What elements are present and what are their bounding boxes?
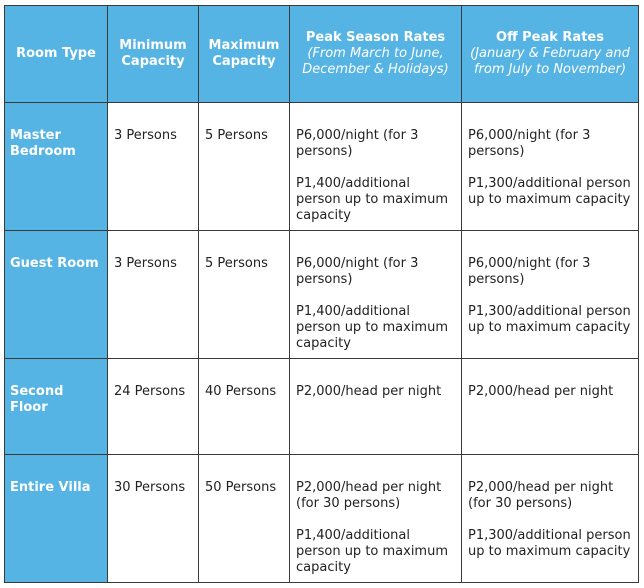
header-offpeak-rates bbox=[462, 6, 639, 103]
peak-rate-cell bbox=[290, 359, 462, 455]
offpeak-rate-cell bbox=[462, 103, 639, 231]
header-offpeak-title: Off Peak Rates bbox=[496, 30, 604, 45]
offpeak-rate-line: P1,300/additional person up to maximum capacity bbox=[468, 528, 631, 559]
header-max-capacity: Maximum Capacity bbox=[199, 6, 290, 103]
header-offpeak-subtitle: (January & February and from July to November) bbox=[470, 46, 630, 77]
table-row bbox=[5, 359, 639, 455]
peak-rate-line: P6,000/night (for 3 persons) bbox=[296, 256, 419, 287]
offpeak-rate-line: P6,000/night (for 3 persons) bbox=[468, 256, 591, 287]
min-capacity-cell: 30 Persons bbox=[108, 455, 199, 583]
max-capacity-cell: 5 Persons bbox=[199, 103, 290, 231]
max-capacity-cell: 5 Persons bbox=[199, 231, 290, 359]
offpeak-rate-line: P2,000/head per night bbox=[468, 384, 614, 399]
room-type-cell: Guest Room bbox=[5, 231, 108, 359]
offpeak-rate-cell bbox=[462, 359, 639, 455]
header-peak-subtitle: (From March to June, December & Holidays) bbox=[302, 46, 449, 77]
table-row bbox=[5, 455, 639, 583]
rates-table-container bbox=[4, 5, 639, 583]
header-min-capacity: Minimum Capacity bbox=[108, 6, 199, 103]
table-row bbox=[5, 231, 639, 359]
room-type-cell: Entire Villa bbox=[5, 455, 108, 583]
min-capacity-cell: 24 Persons bbox=[108, 359, 199, 455]
room-rates-table bbox=[4, 5, 639, 583]
peak-rate-line: P1,400/additional person up to maximum capacity bbox=[296, 304, 449, 351]
max-capacity-cell: 40 Persons bbox=[199, 359, 290, 455]
peak-rate-cell bbox=[290, 455, 462, 583]
peak-rate-cell bbox=[290, 231, 462, 359]
peak-rate-line: P1,400/additional person up to maximum capacity bbox=[296, 528, 449, 575]
offpeak-rate-line: P2,000/head per night (for 30 persons) bbox=[468, 480, 614, 511]
peak-rate-line: P6,000/night (for 3 persons) bbox=[296, 128, 419, 159]
min-capacity-cell: 3 Persons bbox=[108, 231, 199, 359]
offpeak-rate-cell bbox=[462, 455, 639, 583]
peak-rate-line: P2,000/head per night (for 30 persons) bbox=[296, 480, 442, 511]
room-type-cell: Master Bedroom bbox=[5, 103, 108, 231]
peak-rate-cell bbox=[290, 103, 462, 231]
room-type-cell: Second Floor bbox=[5, 359, 108, 455]
header-peak-rates bbox=[290, 6, 462, 103]
min-capacity-cell: 3 Persons bbox=[108, 103, 199, 231]
header-peak-title: Peak Season Rates bbox=[305, 30, 446, 45]
offpeak-rate-line: P1,300/additional person up to maximum capacity bbox=[468, 304, 631, 335]
header-room-type: Room Type bbox=[5, 6, 108, 103]
peak-rate-line: P1,400/additional person up to maximum capacity bbox=[296, 176, 449, 223]
offpeak-rate-cell bbox=[462, 231, 639, 359]
table-row bbox=[5, 103, 639, 231]
offpeak-rate-line: P6,000/night (for 3 persons) bbox=[468, 128, 591, 159]
table-header-row bbox=[5, 6, 639, 103]
peak-rate-line: P2,000/head per night bbox=[296, 384, 442, 399]
max-capacity-cell: 50 Persons bbox=[199, 455, 290, 583]
offpeak-rate-line: P1,300/additional person up to maximum capacity bbox=[468, 176, 631, 207]
